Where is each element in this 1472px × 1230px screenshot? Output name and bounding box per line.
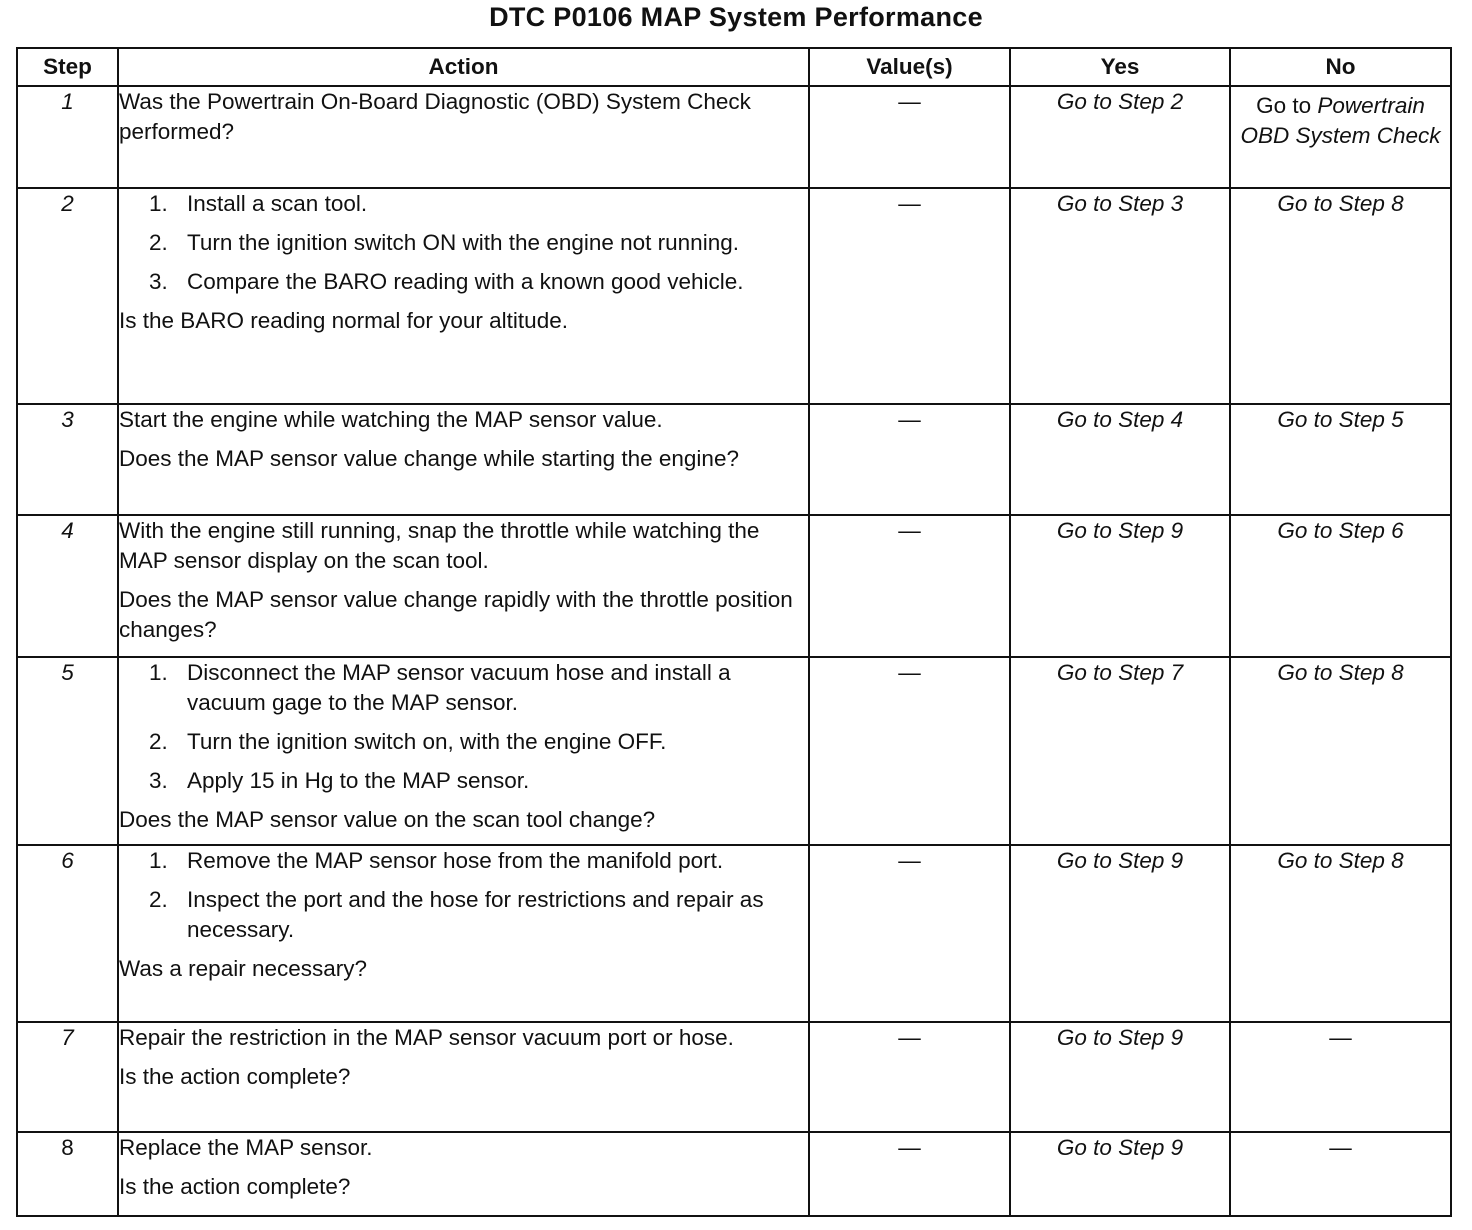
action-cell: [118, 657, 809, 845]
action-question: Was a repair necessary?: [119, 956, 368, 981]
value-cell: —: [809, 86, 1010, 188]
action-cell: [118, 845, 809, 1022]
value-cell: —: [809, 188, 1010, 404]
action-cell: [118, 188, 809, 404]
no-target: Powertrain OBD System Check: [1240, 93, 1441, 148]
action-step-item: 2. Inspect the port and the hose for restrictions and repair as necessary.: [149, 887, 764, 942]
header-values: Value(s): [809, 48, 1010, 86]
header-no: No: [1230, 48, 1451, 86]
no-cell: Go to Step 6: [1230, 515, 1451, 657]
action-text: Start the engine while watching the MAP sensor value.: [119, 407, 663, 432]
action-text: Repair the restriction in the MAP sensor vacuum port or hose.: [119, 1025, 734, 1050]
step-number: 5: [17, 657, 118, 845]
action-step-item: 2. Turn the ignition switch on, with the engine OFF.: [149, 729, 667, 754]
page-title: DTC P0106 MAP System Performance: [489, 2, 983, 32]
action-cell: [118, 86, 809, 188]
action-cell: [118, 404, 809, 515]
action-step-item: 1. Install a scan tool.: [149, 191, 368, 216]
yes-cell: Go to Step 9: [1010, 845, 1230, 1022]
value-cell: —: [809, 1022, 1010, 1132]
no-cell: Go to Step 8: [1230, 188, 1451, 404]
table-row: [17, 1022, 1451, 1132]
value-cell: —: [809, 1132, 1010, 1216]
table-header-row: [17, 48, 1451, 86]
table-row: [17, 86, 1451, 188]
action-cell: [118, 1132, 809, 1216]
no-cell: Go to Step 8: [1230, 845, 1451, 1022]
action-step-item: 3. Apply 15 in Hg to the MAP sensor.: [149, 768, 530, 793]
table-row: [17, 188, 1451, 404]
yes-cell: Go to Step 4: [1010, 404, 1230, 515]
action-steps: [119, 658, 808, 796]
diagnostic-table: [16, 47, 1452, 1217]
action-cell: [118, 1022, 809, 1132]
header-action: Action: [118, 48, 809, 86]
step-number: 6: [17, 845, 118, 1022]
yes-cell: Go to Step 9: [1010, 1022, 1230, 1132]
action-text: With the engine still running, snap the throttle while watching the MAP sensor display on the scan tool.: [119, 518, 760, 573]
no-prefix: Go to: [1256, 93, 1312, 118]
value-cell: —: [809, 657, 1010, 845]
table-row: [17, 657, 1451, 845]
action-question: Does the MAP sensor value on the scan tool change?: [119, 807, 656, 832]
action-question: Is the action complete?: [119, 1064, 351, 1089]
yes-cell: Go to Step 2: [1010, 86, 1230, 188]
action-text: Was the Powertrain On-Board Diagnostic (OBD) System Check performed?: [119, 89, 751, 144]
action-question: Is the action complete?: [119, 1174, 351, 1199]
step-number: 4: [17, 515, 118, 657]
table-row: [17, 1132, 1451, 1216]
value-cell: —: [809, 845, 1010, 1022]
action-step-item: 1. Remove the MAP sensor hose from the manifold port.: [149, 848, 724, 873]
no-cell: Go to Step 8: [1230, 657, 1451, 845]
action-steps: [119, 189, 808, 297]
table-row: [17, 515, 1451, 657]
action-cell: [118, 515, 809, 657]
yes-cell: Go to Step 3: [1010, 188, 1230, 404]
value-cell: —: [809, 515, 1010, 657]
action-question: Is the BARO reading normal for your altitude.: [119, 308, 568, 333]
value-cell: —: [809, 404, 1010, 515]
no-cell: Go to Step 5: [1230, 404, 1451, 515]
header-yes: Yes: [1010, 48, 1230, 86]
yes-cell: Go to Step 9: [1010, 1132, 1230, 1216]
yes-cell: Go to Step 7: [1010, 657, 1230, 845]
action-text: Replace the MAP sensor.: [119, 1135, 373, 1160]
header-step: Step: [17, 48, 118, 86]
action-question: Does the MAP sensor value change rapidly with the throttle position changes?: [119, 587, 793, 642]
action-step-item: 1. Disconnect the MAP sensor vacuum hose and install a vacuum gage to the MAP sensor.: [149, 660, 731, 715]
step-number: 7: [17, 1022, 118, 1132]
table-row: [17, 845, 1451, 1022]
no-cell: —: [1230, 1132, 1451, 1216]
step-number: 8: [17, 1132, 118, 1216]
step-number: 2: [17, 188, 118, 404]
table-row: [17, 404, 1451, 515]
no-cell: —: [1230, 1022, 1451, 1132]
action-question: Does the MAP sensor value change while starting the engine?: [119, 446, 739, 471]
yes-cell: Go to Step 9: [1010, 515, 1230, 657]
step-number: 1: [17, 86, 118, 188]
action-step-item: 2. Turn the ignition switch ON with the engine not running.: [149, 230, 739, 255]
action-steps: [119, 846, 808, 945]
action-step-item: 3. Compare the BARO reading with a known good vehicle.: [149, 269, 744, 294]
step-number: 3: [17, 404, 118, 515]
no-cell: [1230, 86, 1451, 188]
